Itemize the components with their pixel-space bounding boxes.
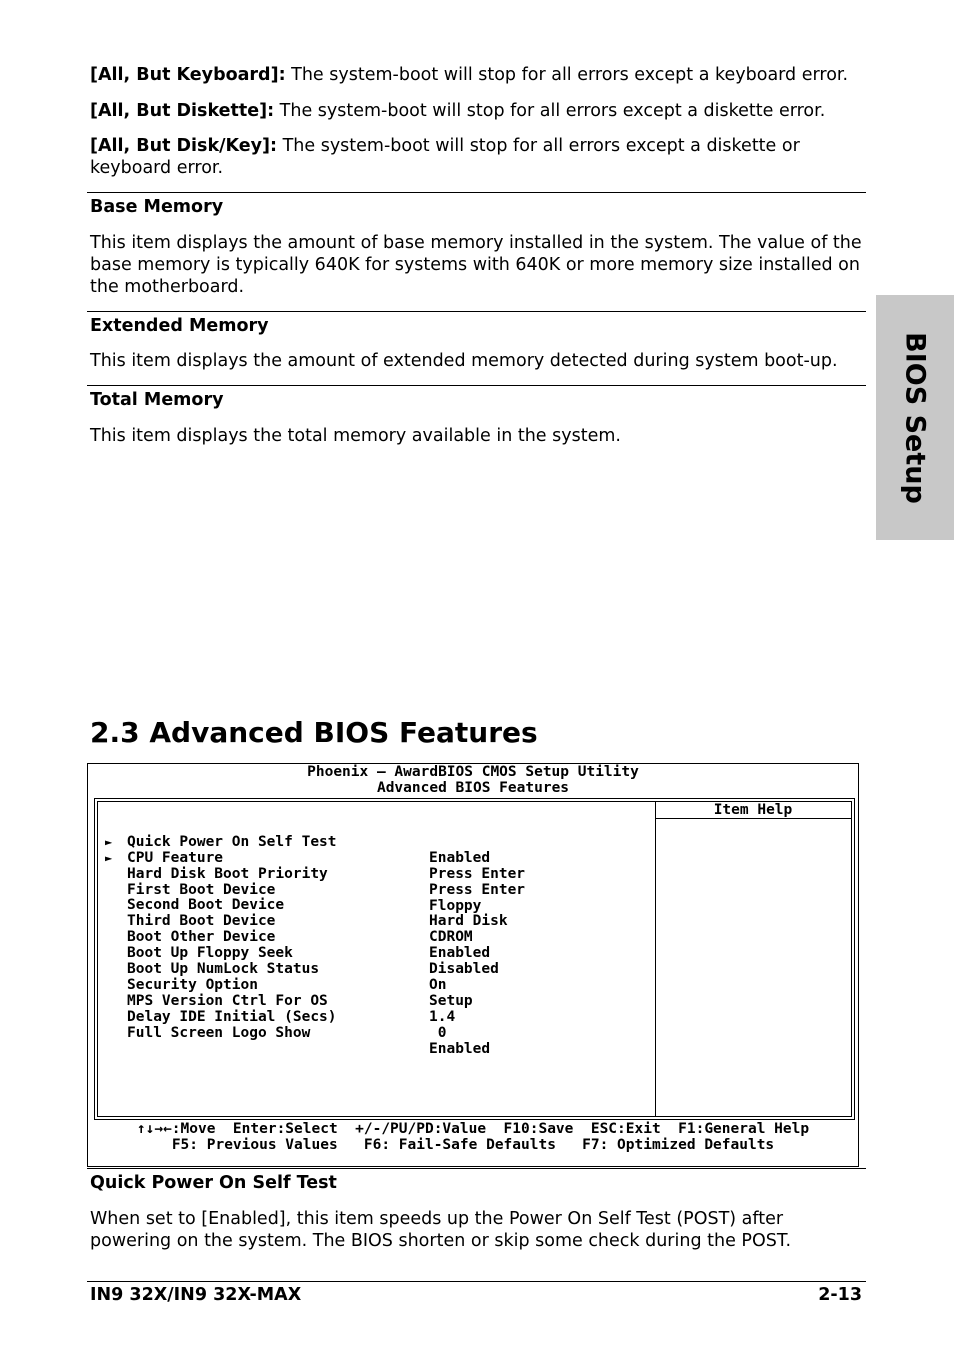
menu-item-label: Hard Disk Boot Priority <box>127 866 328 882</box>
menu-item-label: Quick Power On Self Test <box>127 834 337 850</box>
divider <box>87 1168 866 1169</box>
side-tab-label: BIOS Setup <box>899 331 931 504</box>
extended-memory-text: This item displays the amount of extended memory detected during system boot-up. <box>90 351 838 371</box>
menu-item-value[interactable]: Press Enter <box>429 882 526 898</box>
extended-memory-heading: Extended Memory <box>90 316 269 336</box>
item-help-title: Item Help <box>655 802 851 819</box>
menu-item-value[interactable]: Enabled <box>429 850 491 866</box>
menu-item-value[interactable]: Floppy <box>429 898 482 914</box>
footer-page-number: 2-13 <box>818 1285 862 1305</box>
option-term: [All, But Keyboard]: <box>90 65 286 85</box>
menu-item-label: Second Boot Device <box>127 897 285 913</box>
menu-item-label: Third Boot Device <box>127 913 276 929</box>
menu-item-label: MPS Version Ctrl For OS <box>127 993 328 1009</box>
option-text: The system-boot will stop for all errors except a diskette error. <box>274 101 826 121</box>
menu-item-value[interactable]: 1.4 <box>429 1009 456 1025</box>
menu-item-value[interactable]: CDROM <box>429 929 473 945</box>
base-memory-heading: Base Memory <box>90 197 224 217</box>
bios-title-line1: Phoenix – AwardBIOS CMOS Setup Utility <box>307 764 639 780</box>
bios-title-line2: Advanced BIOS Features <box>376 780 570 796</box>
option-all-but-keyboard <box>90 64 862 86</box>
menu-item-value[interactable]: Hard Disk <box>429 913 508 929</box>
option-all-but-disk-key <box>90 135 862 179</box>
help-divider <box>655 802 656 1116</box>
menu-item-label: Boot Up NumLock Status <box>127 961 320 977</box>
submenu-arrow-icon: ► <box>105 835 113 849</box>
total-memory-heading: Total Memory <box>90 390 224 410</box>
menu-item-value[interactable]: Enabled <box>429 1041 491 1057</box>
menu-item-label: Delay IDE Initial (Secs) <box>127 1009 337 1025</box>
bios-menu-panel <box>97 801 852 1117</box>
menu-item-value[interactable]: Setup <box>429 993 473 1009</box>
divider <box>87 385 866 386</box>
footer-model: IN9 32X/IN9 32X-MAX <box>90 1285 302 1305</box>
bios-key-help-line2: F5: Previous Values F6: Fail-Safe Defaults F7: Optimized Defaults <box>171 1137 775 1153</box>
menu-item-value[interactable]: 0 <box>429 1025 447 1041</box>
menu-item-value[interactable]: Press Enter <box>429 866 526 882</box>
option-term: [All, But Disk/Key]: <box>90 136 278 156</box>
menu-item-label: Security Option <box>127 977 258 993</box>
option-text: The system-boot will stop for all errors except a keyboard error. <box>285 65 849 85</box>
menu-item-label: Boot Other Device <box>127 929 276 945</box>
side-tab <box>876 295 954 540</box>
quick-post-heading: Quick Power On Self Test <box>90 1173 337 1193</box>
bios-key-help-line1: ↑↓→←:Move Enter:Select +/-/PU/PD:Value F10:Save ESC:Exit F1:General Help <box>136 1121 810 1137</box>
menu-item-label: Boot Up Floppy Seek <box>127 945 293 961</box>
menu-item-value[interactable]: On <box>429 977 447 993</box>
menu-item-value[interactable]: Disabled <box>429 961 499 977</box>
menu-item-label: Full Screen Logo Show <box>127 1025 311 1041</box>
base-memory-text: This item displays the amount of base memory installed in the system. The value of the base memory is typically 640K for systems with 640K or more memory size installed on the motherboard. <box>90 233 862 297</box>
menu-item-label: First Boot Device <box>127 882 276 898</box>
quick-post-text: When set to [Enabled], this item speeds up the Power On Self Test (POST) after powering on the system. The BIOS shorten or skip some check during the POST. <box>90 1209 792 1251</box>
total-memory-text: This item displays the total memory available in the system. <box>90 426 621 446</box>
menu-item-label: CPU Feature <box>127 850 224 866</box>
divider <box>87 192 866 193</box>
section-title: 2.3 Advanced BIOS Features <box>90 716 538 749</box>
divider <box>87 311 866 312</box>
bios-screen <box>87 763 859 1167</box>
option-term: [All, But Diskette]: <box>90 101 275 121</box>
option-all-but-diskette <box>90 100 862 122</box>
option-text: The system-boot will stop for all errors except a diskette or keyboard error. <box>90 136 800 178</box>
submenu-arrow-icon: ► <box>105 851 113 865</box>
bios-menu-frame <box>94 798 855 1120</box>
footer-divider <box>87 1281 866 1282</box>
menu-item-value[interactable]: Enabled <box>429 945 491 961</box>
